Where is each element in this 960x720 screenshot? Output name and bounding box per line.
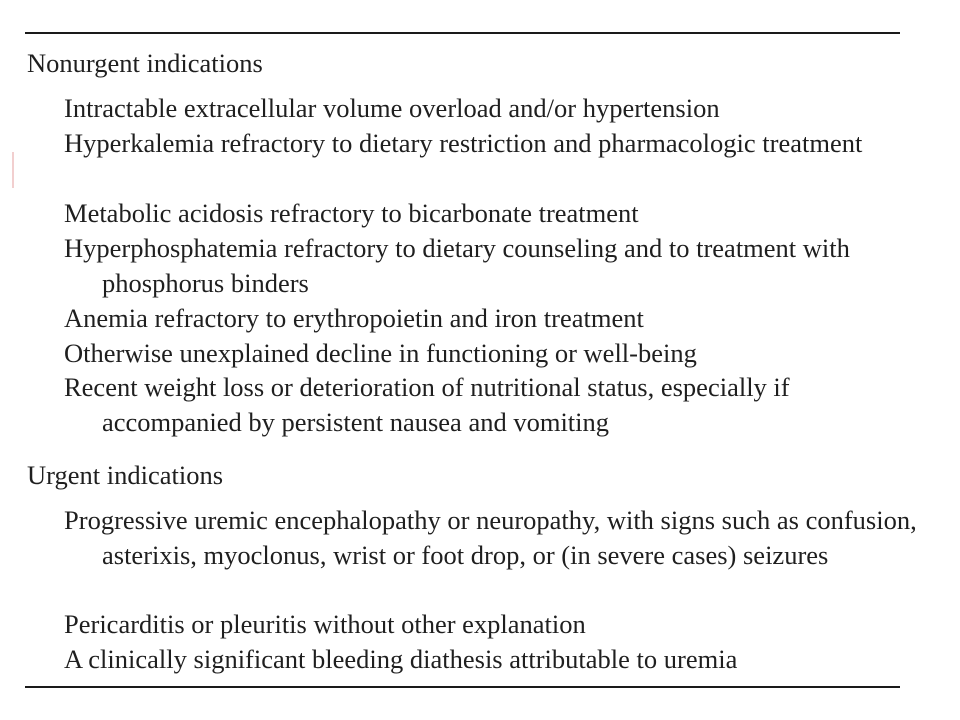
list-item: Hyperkalemia refractory to dietary restriction and pharmacologic treatment [64, 128, 863, 158]
table-bottom-rule [25, 686, 900, 688]
list-item: Intractable extracellular volume overload and/or hypertension [64, 93, 720, 123]
margin-mark [12, 152, 14, 188]
list-item: Anemia refractory to erythropoietin and iron treatment [64, 303, 644, 333]
list-item: Hyperphosphatemia refractory to dietary counseling and to treatment with phosphorus binders [64, 233, 850, 298]
list-item: Recent weight loss or deterioration of nutritional status, especially if accompanied by persistent nausea and vomiting [64, 372, 790, 437]
list-item: Progressive uremic encephalopathy or neuropathy, with signs such as confusion, asterixis, myoclonus, wrist or foot drop, or (in severe cases) seizures [64, 505, 917, 570]
list-item: Metabolic acidosis refractory to bicarbonate treatment [64, 198, 639, 228]
list-item: A clinically significant bleeding diathesis attributable to uremia [64, 644, 738, 674]
list-item: Pericarditis or pleuritis without other explanation [64, 609, 586, 639]
table-top-rule [25, 32, 900, 34]
section-heading-urgent: Urgent indications [27, 460, 224, 490]
section-heading-nonurgent: Nonurgent indications [27, 48, 263, 78]
list-item: Otherwise unexplained decline in functioning or well-being [64, 338, 697, 368]
